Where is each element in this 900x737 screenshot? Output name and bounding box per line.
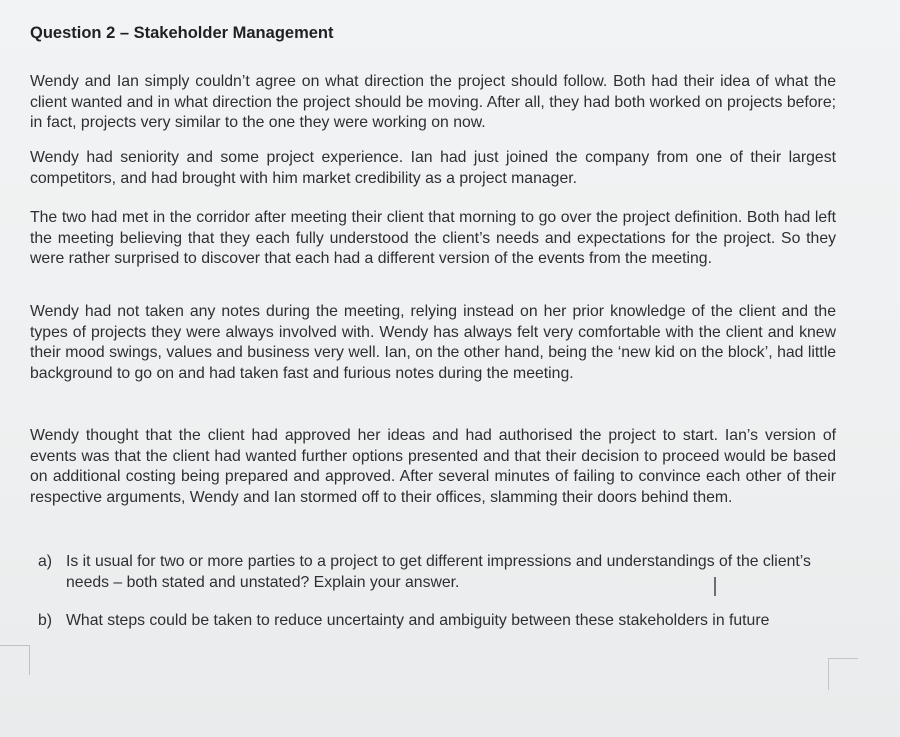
paragraph-notes: Wendy had not taken any notes during the meeting, relying instead on her prior knowledge of the client and the types of projects they were always involved with. Wendy has always felt very comfortable with the client and knew their mood swings, values and business very well. Ian, on the other hand, being the ‘new kid on the block’, had little background to go on and had taken fast and furious notes during the meeting. bbox=[30, 303, 836, 382]
question-title: Question 2 – Stakeholder Management bbox=[30, 24, 334, 42]
text-cursor-mark bbox=[714, 577, 716, 596]
page-corner-mark-left bbox=[0, 645, 30, 675]
question-b-label: b) bbox=[38, 612, 53, 629]
question-b-text: What steps could be taken to reduce uncertainty and ambiguity between these stakeholders in future bbox=[66, 612, 770, 629]
page-corner-mark-right bbox=[828, 658, 858, 690]
question-b bbox=[38, 611, 836, 632]
question-a-label: a) bbox=[38, 553, 53, 570]
paragraph-versions-of-events: Wendy thought that the client had approved her ideas and had authorised the project to start. Ian’s version of events was that the client had wanted further options presented and that their decision to proceed would be based on additional costing being prepared and approved. After several minutes of failing to convince each other of their respective arguments, Wendy and Ian stormed off to their offices, slamming their doors behind them. bbox=[30, 427, 836, 506]
question-a-text: Is it usual for two or more parties to a project to get different impressions and understandings of the client’s needs – both stated and unstated? Explain your answer. bbox=[66, 553, 811, 591]
paragraph-seniority: Wendy had seniority and some project experience. Ian had just joined the company from one of their largest competitors, and had brought with him market credibility as a project manager. bbox=[30, 149, 836, 187]
question-a bbox=[38, 552, 836, 593]
paragraph-disagreement: Wendy and Ian simply couldn’t agree on what direction the project should follow. Both had their idea of what the client wanted and in what direction the project should be moving. After all, they had both worked on projects before; in fact, projects very similar to the one they were working on now. bbox=[30, 73, 836, 131]
paragraph-corridor-meeting: The two had met in the corridor after meeting their client that morning to go over the project definition. Both had left the meeting believing that they each fully understood the client’s needs and expectations for the project. So they were rather surprised to discover that each had a different version of the events from the meeting. bbox=[30, 209, 836, 267]
